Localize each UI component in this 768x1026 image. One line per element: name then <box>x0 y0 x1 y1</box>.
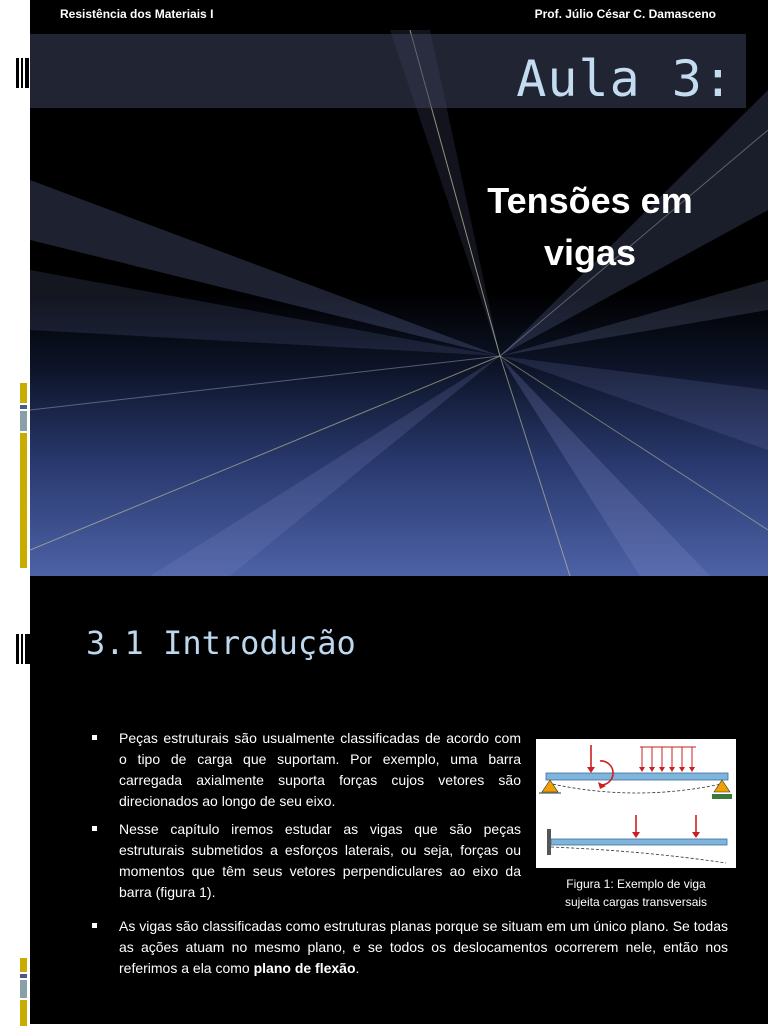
caption-line-1: Figura 1: Exemplo de viga <box>566 877 706 891</box>
light-rays-decoration <box>30 30 768 576</box>
lesson-subtitle <box>440 175 740 279</box>
barcode-decoration-mid <box>16 634 30 664</box>
figure-caption <box>526 875 746 911</box>
beam-diagram <box>536 739 736 868</box>
bold-term: plano de flexão <box>253 960 356 976</box>
pin-support-icon <box>542 780 558 792</box>
course-name: Resistência dos Materiais I <box>60 7 214 21</box>
subtitle-line-1: Tensões em <box>487 180 693 221</box>
content-slide <box>30 576 768 1024</box>
bullet-item: Nesse capítulo iremos estudar as vigas que são peças estruturais submetidos a esforços laterais, ou seja, forças ou momentos que têm seus vetores perpendiculares ao eixo da barra (figura 1). <box>119 819 521 903</box>
accent-bar-decoration-bottom <box>20 958 27 1024</box>
beam-figure <box>536 739 736 868</box>
bullet-item <box>119 916 728 979</box>
bullet-text: As vigas são classificadas como estruturas planas porque se situam em um único plano. Se todas as ações atuam no mesmo plano, e se todos os deslocamentos ocorrerem nele, então nos referimos a ela como <box>119 918 728 976</box>
roller-support-icon <box>714 780 730 792</box>
load-arrow-icon <box>587 767 595 773</box>
bullet-end: . <box>355 960 360 976</box>
caption-line-2: sujeita cargas transversais <box>564 895 708 909</box>
section-title: 3.1 Introdução <box>86 624 356 662</box>
subtitle-line-2: vigas <box>543 232 637 273</box>
accent-bar-decoration <box>20 383 27 566</box>
title-slide <box>30 30 768 576</box>
lesson-title: Aula 3: <box>516 50 734 108</box>
page-header <box>30 0 768 30</box>
professor-name: Prof. Júlio César C. Damasceno <box>534 7 716 21</box>
bullet-item: Peças estruturais são usualmente classificadas de acordo com o tipo de carga que suportam. Por exemplo, uma barra carregada axialmente suporta forças cujos vetores são direcionados ao longo de seu eixo. <box>119 728 521 812</box>
